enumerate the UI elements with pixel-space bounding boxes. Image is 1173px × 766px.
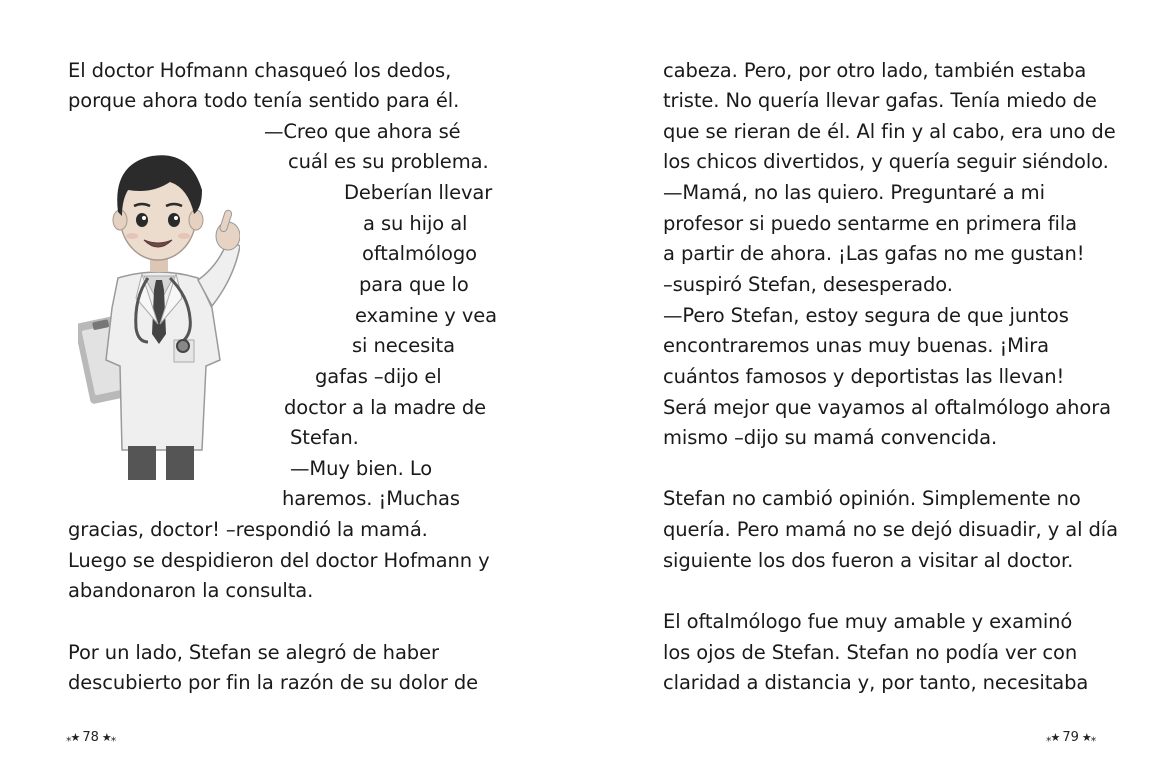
text-line: Deberían llevar (344, 181, 493, 204)
page-number: 79 (1062, 730, 1079, 745)
text-line: para que lo (359, 273, 469, 296)
page-number-footer (1046, 729, 1095, 747)
text-line: cuántos famosos y deportistas las llevan! (663, 365, 1065, 388)
text-line: Será mejor que vayamos al oftalmólogo ahora (663, 396, 1112, 419)
text-line: –suspiró Stefan, desesperado. (663, 273, 953, 296)
text-line: oftalmólogo (362, 242, 477, 265)
star-ornament-icon: ★⁎ (1081, 731, 1096, 744)
star-ornament-icon: ⁎★ (66, 731, 80, 744)
text-line: Stefan. (290, 426, 359, 449)
doctor-cartoon-icon (78, 128, 240, 480)
text-line: los ojos de Stefan. Stefan no podía ver con (663, 641, 1078, 664)
text-line: cuál es su problema. (288, 150, 489, 173)
text-line: mismo –dijo su mamá convencida. (663, 426, 998, 449)
text-line: —Pero Stefan, estoy segura de que juntos (663, 304, 1069, 327)
text-line: siguiente los dos fueron a visitar al doctor. (663, 549, 1074, 572)
text-line: —Mamá, no las quiero. Preguntaré a mi (663, 181, 1045, 204)
text-line: los chicos divertidos, y quería seguir siéndolo. (663, 150, 1109, 173)
text-line: Por un lado, Stefan se alegró de haber (68, 641, 439, 664)
text-line: cabeza. Pero, por otro lado, también estaba (663, 59, 1087, 82)
text-line: triste. No quería llevar gafas. Tenía miedo de (663, 89, 1097, 112)
text-line: descubierto por fin la razón de su dolor de (68, 671, 479, 694)
left-page (0, 0, 586, 766)
text-line: a su hijo al (363, 212, 468, 235)
text-line: —Creo que ahora sé (264, 120, 461, 143)
text-line: profesor si puedo sentarme en primera fila (663, 212, 1078, 235)
text-line: El oftalmólogo fue muy amable y examinó (663, 610, 1073, 633)
text-line: Luego se despidieron del doctor Hofmann y (68, 549, 490, 572)
text-line: abandonaron la consulta. (68, 579, 314, 602)
text-line: examine y vea (355, 304, 498, 327)
text-line: doctor a la madre de (284, 396, 487, 419)
text-line: que se rieran de él. Al fin y al cabo, era uno de (663, 120, 1116, 143)
star-ornament-icon: ★⁎ (101, 731, 116, 744)
text-line: —Muy bien. Lo (290, 457, 433, 480)
text-line: haremos. ¡Muchas (282, 487, 460, 510)
star-ornament-icon: ⁎★ (1046, 731, 1060, 744)
text-line: claridad a distancia y, por tanto, necesitaba (663, 671, 1089, 694)
text-line: porque ahora todo tenía sentido para él. (68, 89, 460, 112)
right-page (586, 0, 1173, 766)
text-line: encontraremos unas muy buenas. ¡Mira (663, 334, 1049, 357)
text-line: Stefan no cambió opinión. Simplemente no (663, 487, 1081, 510)
page-number-footer (66, 729, 115, 747)
page-number: 78 (82, 730, 99, 745)
text-line: si necesita (352, 334, 455, 357)
text-line: gafas –dijo el (315, 365, 442, 388)
text-line: a partir de ahora. ¡Las gafas no me gustan! (663, 242, 1085, 265)
text-line: gracias, doctor! –respondió la mamá. (68, 518, 428, 541)
text-line: quería. Pero mamá no se dejó disuadir, y al día (663, 518, 1118, 541)
text-line: El doctor Hofmann chasqueó los dedos, (68, 59, 452, 82)
